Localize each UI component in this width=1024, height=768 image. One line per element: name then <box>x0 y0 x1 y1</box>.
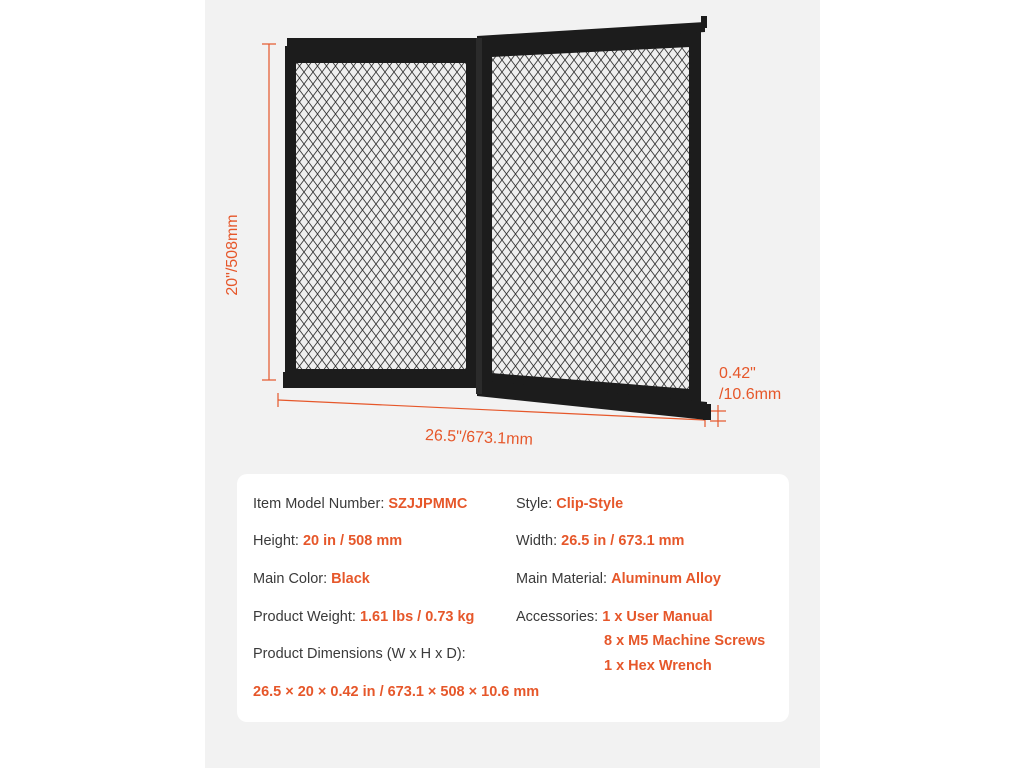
spec-label: Height: <box>253 533 303 549</box>
spec-value: SZJJPMMC <box>388 496 468 512</box>
spec-main-color <box>253 570 370 588</box>
height-dimension-label: 20"/508mm <box>224 214 241 296</box>
accessory-item: 1 x Hex Wrench <box>604 658 712 674</box>
height-dimension-line <box>262 44 276 380</box>
spec-value: 26.5 × 20 × 0.42 in / 673.1 × 508 × 10.6 mm <box>253 684 540 700</box>
spec-width <box>516 532 684 550</box>
spec-label: Item Model Number: <box>253 496 389 512</box>
spec-product-weight <box>253 608 474 626</box>
spec-value: Aluminum Alloy <box>611 571 721 587</box>
specifications-card <box>237 474 789 722</box>
spec-product-dimensions-value <box>253 683 539 701</box>
spec-label: Main Material: <box>516 571 612 587</box>
spec-label: Style: <box>516 496 557 512</box>
product-diagram <box>205 0 820 470</box>
spec-main-material <box>516 570 721 588</box>
spec-value: Black <box>331 571 370 587</box>
spec-label: Product Weight: <box>253 609 360 625</box>
spec-value: 20 in / 508 mm <box>302 533 403 549</box>
spec-style <box>516 495 623 513</box>
spec-model-number <box>253 495 467 513</box>
spec-accessories <box>516 608 713 626</box>
depth-dimension-line <box>710 405 726 427</box>
accessory-item: 8 x M5 Machine Screws <box>604 633 766 649</box>
left-screen-panel <box>283 38 483 388</box>
spec-value: Clip-Style <box>556 496 624 512</box>
depth-dimension-label <box>719 363 781 405</box>
width-dimension-label: 26.5"/673.1mm <box>424 427 534 449</box>
spec-label: Main Color: <box>253 571 332 587</box>
spec-value: 26.5 in / 673.1 mm <box>561 533 685 549</box>
spec-label: Width: <box>516 533 562 549</box>
accessory-item: 1 x User Manual <box>602 609 713 625</box>
spec-product-dimensions-label: Product Dimensions (W x H x D): <box>253 646 466 662</box>
spec-label: Accessories: <box>516 609 603 625</box>
spec-value: 1.61 lbs / 0.73 kg <box>359 609 475 625</box>
depth-dimension-mm: /10.6mm <box>719 386 782 403</box>
right-screen-panel <box>477 16 711 420</box>
center-hinge <box>476 38 482 394</box>
spec-height <box>253 532 402 550</box>
depth-dimension-inch: 0.42" <box>719 365 756 382</box>
